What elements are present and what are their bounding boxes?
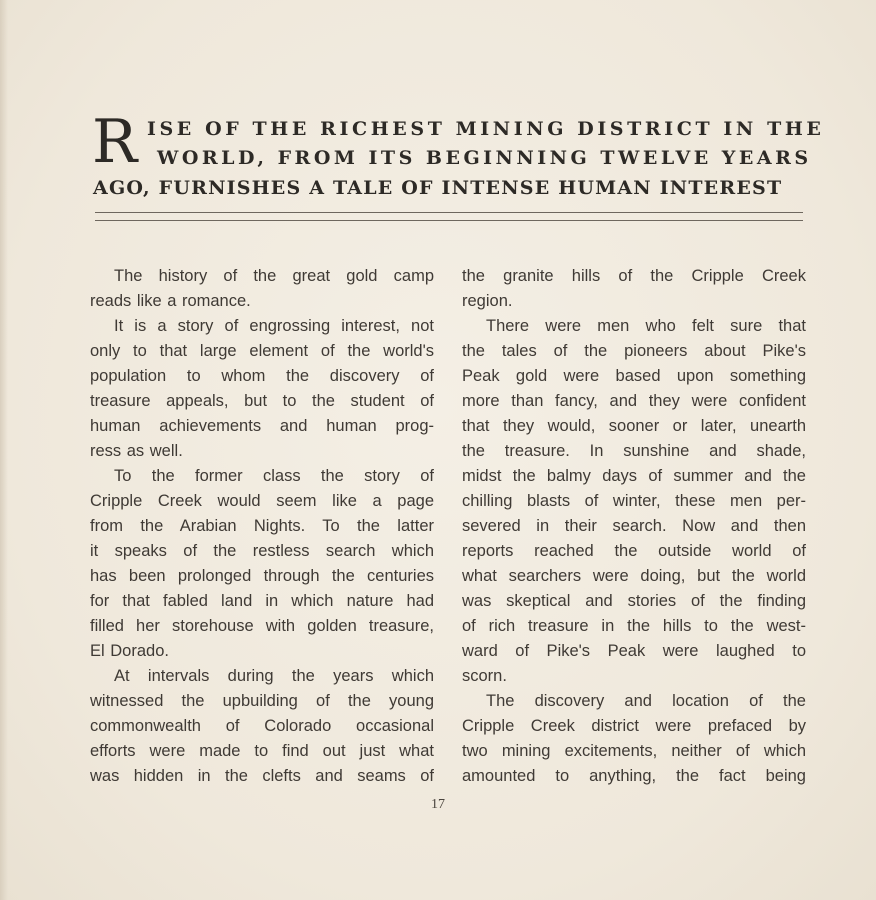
text-line: the granite hills of the Cripple Creek (462, 267, 806, 285)
text-line: only to that large element of the world's (90, 342, 434, 360)
text-line: witnessed the upbuilding of the young (90, 692, 434, 710)
text-line: ward of Pike's Peak were laughed to (462, 642, 806, 660)
text-line: reads like a romance. (90, 292, 251, 310)
text-line: There were men who felt sure that (486, 317, 806, 335)
text-line: Peak gold were based upon something (462, 367, 806, 385)
text-line: Cripple Creek district were prefaced by (462, 717, 806, 735)
text-line: has been prolonged through the centuries (90, 567, 434, 585)
text-line: that they would, sooner or later, unearth (462, 417, 806, 435)
text-line: population to whom the discovery of (90, 367, 434, 385)
heading-line-1: ISE OF THE RICHEST MINING DISTRICT IN THE (147, 118, 825, 140)
text-column-left (90, 264, 434, 789)
text-line: the treasure. In sunshine and shade, (462, 442, 806, 460)
drop-cap: R (92, 107, 138, 177)
text-line: At intervals during the years which (114, 667, 434, 685)
text-column-right (462, 264, 806, 789)
text-line: what searchers were doing, but the world (462, 567, 806, 585)
text-line: it speaks of the restless search which (90, 542, 434, 560)
text-line: scorn. (462, 667, 507, 685)
text-line: from the Arabian Nights. To the latter (90, 517, 434, 535)
text-line: treasure appeals, but to the student of (90, 392, 434, 410)
text-line: filled her storehouse with golden treasure, (90, 617, 434, 635)
text-line: human achievements and human prog- (90, 417, 434, 435)
text-line: The history of the great gold camp (114, 267, 434, 285)
text-line: Cripple Creek would seem like a page (90, 492, 434, 510)
text-line: was skeptical and stories of the finding (462, 592, 806, 610)
text-line: chilling blasts of winter, these men per- (462, 492, 806, 510)
text-line: more than fancy, and they were confident (462, 392, 806, 410)
text-line: amounted to anything, the fact being (462, 767, 806, 785)
heading-line-2: WORLD, FROM ITS BEGINNING TWELVE YEARS (157, 147, 812, 169)
text-line: two mining excitements, neither of which (462, 742, 806, 760)
page-edge-shadow (0, 0, 8, 900)
text-line: The discovery and location of the (486, 692, 806, 710)
double-rule-divider (95, 212, 803, 226)
text-line: severed in their search. Now and then (462, 517, 806, 535)
text-line: for that fabled land in which nature had (90, 592, 434, 610)
text-line: region. (462, 292, 513, 310)
text-line: midst the balmy days of summer and the (462, 467, 806, 485)
text-line: El Dorado. (90, 642, 169, 660)
page-number: 17 (431, 797, 445, 812)
text-line: To the former class the story of (114, 467, 434, 485)
text-line: commonwealth of Colorado occasional (90, 717, 434, 735)
text-line: of rich treasure in the hills to the west- (462, 617, 806, 635)
heading-line-3: AGO, FURNISHES A TALE OF INTENSE HUMAN INTEREST (93, 177, 783, 199)
text-line: ress as well. (90, 442, 183, 460)
divider-rule-top (95, 212, 803, 213)
text-line: reports reached the outside world of (462, 542, 806, 560)
text-line: efforts were made to find out just what (90, 742, 434, 760)
text-line: was hidden in the clefts and seams of (90, 767, 434, 785)
text-line: It is a story of engrossing interest, not (114, 317, 434, 335)
divider-rule-bottom (95, 220, 803, 221)
text-line: the tales of the pioneers about Pike's (462, 342, 806, 360)
